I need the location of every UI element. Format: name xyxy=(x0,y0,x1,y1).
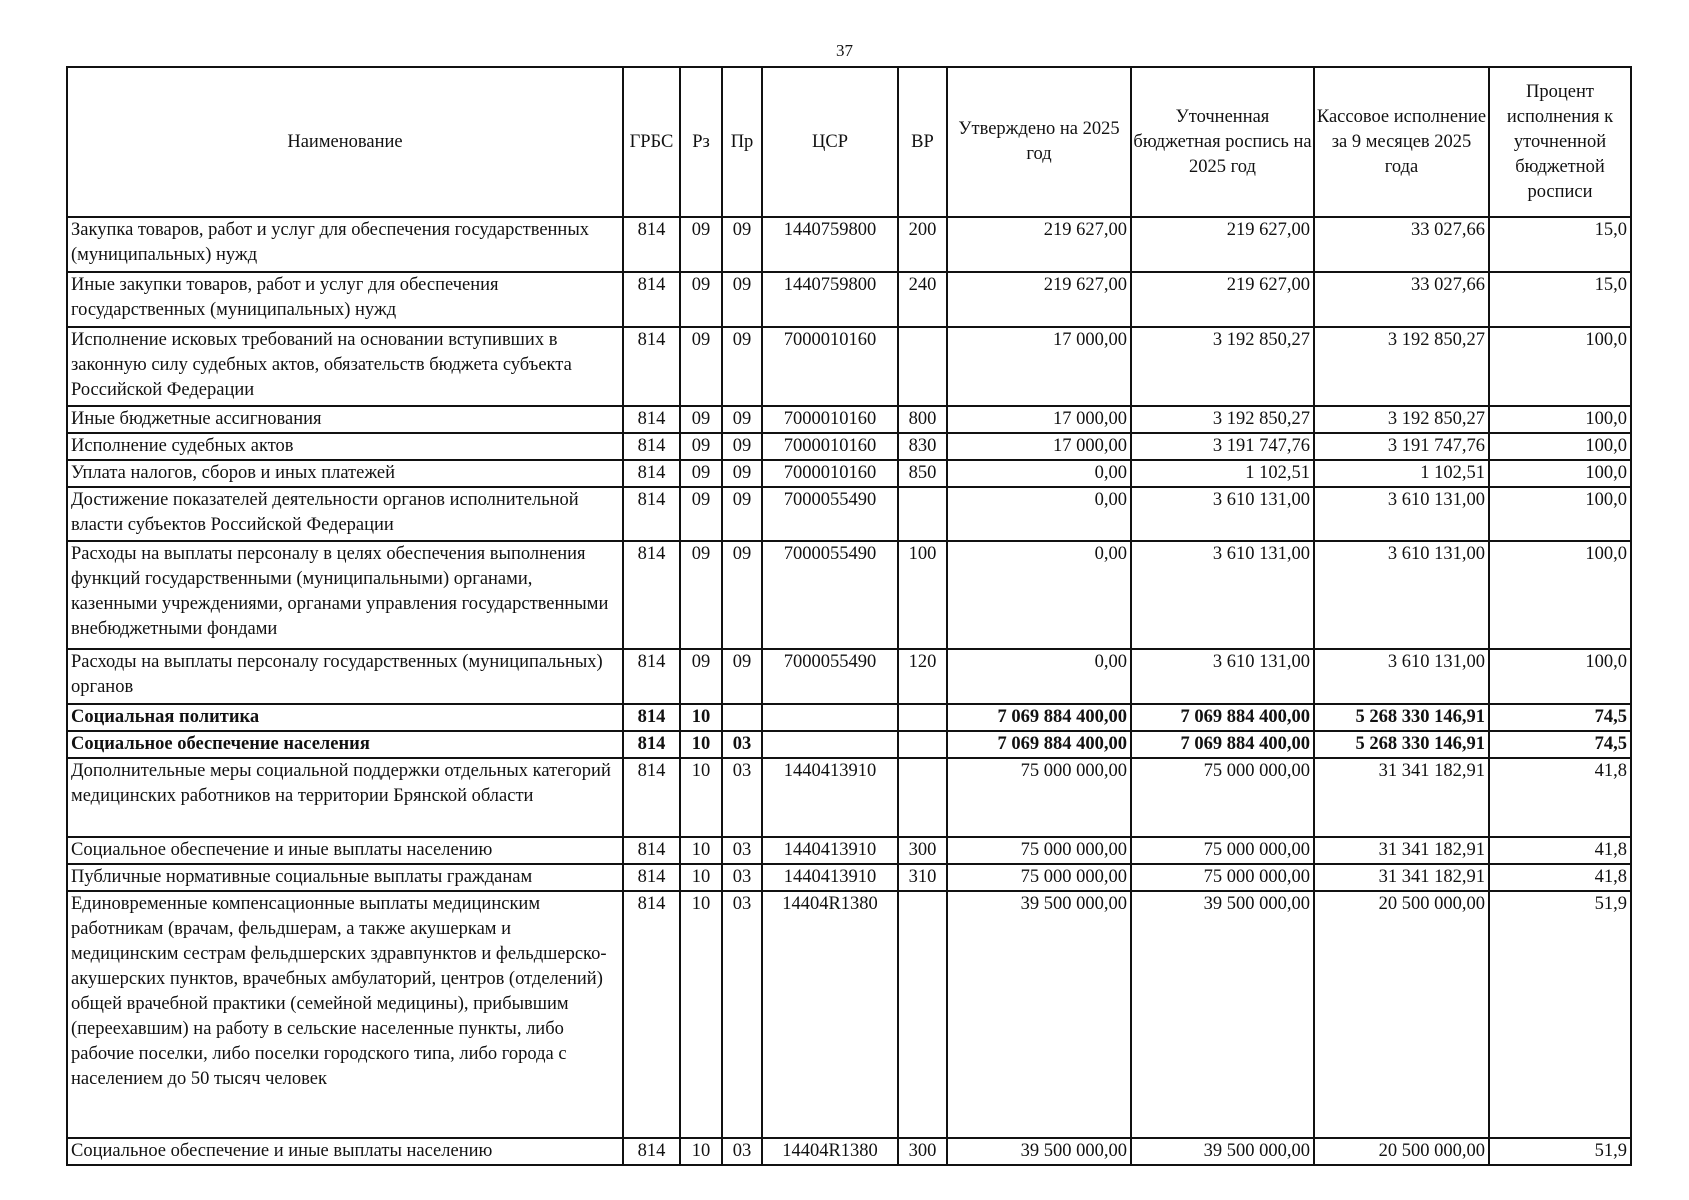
cell-cash: 33 027,66 xyxy=(1314,217,1489,272)
cell-vr: 300 xyxy=(898,837,947,864)
cell-percent: 51,9 xyxy=(1489,1138,1631,1165)
cell-name: Иные закупки товаров, работ и услуг для обеспечения государственных (муниципальных) нужд xyxy=(67,272,623,327)
cell-name: Дополнительные меры социальной поддержки отдельных категорий медицинских работников на территории Брянской области xyxy=(67,758,623,837)
cell-csr: 7000055490 xyxy=(762,487,898,541)
cell-refined: 1 102,51 xyxy=(1131,460,1314,487)
table-row xyxy=(67,704,1631,731)
cell-rz: 09 xyxy=(680,649,722,704)
cell-name: Социальная политика xyxy=(67,704,623,731)
cell-cash: 5 268 330 146,91 xyxy=(1314,731,1489,758)
cell-rz: 09 xyxy=(680,541,722,649)
cell-rz: 10 xyxy=(680,837,722,864)
cell-grbs: 814 xyxy=(623,487,680,541)
cell-approved: 0,00 xyxy=(947,487,1131,541)
cell-pr: 09 xyxy=(722,272,762,327)
cell-grbs: 814 xyxy=(623,704,680,731)
cell-vr: 300 xyxy=(898,1138,947,1165)
cell-pr: 03 xyxy=(722,864,762,891)
cell-percent: 100,0 xyxy=(1489,433,1631,460)
cell-cash: 3 610 131,00 xyxy=(1314,649,1489,704)
cell-cash: 31 341 182,91 xyxy=(1314,864,1489,891)
cell-name: Исполнение исковых требований на основании вступивших в законную силу судебных актов, обязательств бюджета субъекта Российской Федерации xyxy=(67,327,623,406)
cell-percent: 100,0 xyxy=(1489,406,1631,433)
cell-vr: 800 xyxy=(898,406,947,433)
table-row xyxy=(67,433,1631,460)
cell-vr: 120 xyxy=(898,649,947,704)
cell-pr: 09 xyxy=(722,433,762,460)
cell-vr xyxy=(898,487,947,541)
cell-pr xyxy=(722,704,762,731)
table-row xyxy=(67,487,1631,541)
table-header-row xyxy=(67,67,1631,217)
cell-pr: 03 xyxy=(722,891,762,1138)
header-approved: Утверждено на 2025 год xyxy=(947,67,1131,217)
header-pr: Пр xyxy=(722,67,762,217)
table-row xyxy=(67,327,1631,406)
cell-cash: 20 500 000,00 xyxy=(1314,1138,1489,1165)
cell-name: Единовременные компенсационные выплаты медицинским работникам (врачам, фельдшерам, а также акушеркам и медицинским сестрам фельдшерских здравпунктов и фельдшерско-акушерских пунктов, врачебных амбулаторий, центров (отделений) общей врачебной практики (семейной медицины), прибывшим (переехавшим) на работу в сельские населенные пункты, либо рабочие поселки, либо поселки городского типа, либо города с населением до 50 тысяч человек xyxy=(67,891,623,1138)
cell-refined: 39 500 000,00 xyxy=(1131,891,1314,1138)
cell-vr: 200 xyxy=(898,217,947,272)
cell-percent: 41,8 xyxy=(1489,864,1631,891)
cell-approved: 219 627,00 xyxy=(947,217,1131,272)
cell-csr xyxy=(762,731,898,758)
cell-pr: 03 xyxy=(722,758,762,837)
cell-cash: 3 192 850,27 xyxy=(1314,327,1489,406)
cell-csr: 1440413910 xyxy=(762,758,898,837)
cell-rz: 09 xyxy=(680,406,722,433)
cell-grbs: 814 xyxy=(623,406,680,433)
table-row xyxy=(67,731,1631,758)
cell-refined: 3 192 850,27 xyxy=(1131,327,1314,406)
cell-pr: 09 xyxy=(722,460,762,487)
cell-approved: 17 000,00 xyxy=(947,406,1131,433)
cell-pr: 09 xyxy=(722,406,762,433)
cell-pr: 09 xyxy=(722,217,762,272)
cell-cash: 20 500 000,00 xyxy=(1314,891,1489,1138)
cell-grbs: 814 xyxy=(623,327,680,406)
table-row xyxy=(67,649,1631,704)
cell-csr: 7000010160 xyxy=(762,433,898,460)
table-row xyxy=(67,406,1631,433)
cell-rz: 09 xyxy=(680,460,722,487)
header-name: Наименование xyxy=(67,67,623,217)
cell-refined: 3 610 131,00 xyxy=(1131,541,1314,649)
cell-approved: 75 000 000,00 xyxy=(947,837,1131,864)
table-row xyxy=(67,541,1631,649)
cell-pr: 03 xyxy=(722,1138,762,1165)
cell-csr: 7000010160 xyxy=(762,460,898,487)
cell-percent: 41,8 xyxy=(1489,837,1631,864)
table-row xyxy=(67,1138,1631,1165)
cell-rz: 09 xyxy=(680,272,722,327)
table-row xyxy=(67,837,1631,864)
cell-grbs: 814 xyxy=(623,272,680,327)
cell-percent: 100,0 xyxy=(1489,460,1631,487)
table-row xyxy=(67,891,1631,1138)
cell-pr: 03 xyxy=(722,731,762,758)
cell-name: Закупка товаров, работ и услуг для обеспечения государственных (муниципальных) нужд xyxy=(67,217,623,272)
cell-grbs: 814 xyxy=(623,731,680,758)
cell-csr: 1440413910 xyxy=(762,864,898,891)
cell-grbs: 814 xyxy=(623,758,680,837)
cell-rz: 09 xyxy=(680,433,722,460)
cell-rz: 10 xyxy=(680,891,722,1138)
header-refined: Уточненная бюджетная роспись на 2025 год xyxy=(1131,67,1314,217)
cell-refined: 3 610 131,00 xyxy=(1131,649,1314,704)
budget-execution-table xyxy=(66,66,1632,1166)
cell-grbs: 814 xyxy=(623,864,680,891)
cell-grbs: 814 xyxy=(623,460,680,487)
cell-name: Иные бюджетные ассигнования xyxy=(67,406,623,433)
cell-pr: 03 xyxy=(722,837,762,864)
cell-name: Уплата налогов, сборов и иных платежей xyxy=(67,460,623,487)
cell-refined: 219 627,00 xyxy=(1131,217,1314,272)
cell-grbs: 814 xyxy=(623,541,680,649)
cell-csr: 14404R1380 xyxy=(762,1138,898,1165)
table-body xyxy=(67,217,1631,1165)
cell-vr xyxy=(898,704,947,731)
cell-rz: 10 xyxy=(680,758,722,837)
cell-name: Исполнение судебных актов xyxy=(67,433,623,460)
cell-pr: 09 xyxy=(722,487,762,541)
header-vr: ВР xyxy=(898,67,947,217)
cell-refined: 3 192 850,27 xyxy=(1131,406,1314,433)
cell-cash: 3 191 747,76 xyxy=(1314,433,1489,460)
cell-vr xyxy=(898,758,947,837)
cell-percent: 74,5 xyxy=(1489,704,1631,731)
cell-csr: 7000055490 xyxy=(762,541,898,649)
cell-name: Расходы на выплаты персоналу в целях обеспечения выполнения функций государственными (муниципальными) органами, казенными учреждениями, органами управления государственными внебюджетными фондами xyxy=(67,541,623,649)
cell-approved: 17 000,00 xyxy=(947,327,1131,406)
cell-approved: 7 069 884 400,00 xyxy=(947,704,1131,731)
cell-refined: 39 500 000,00 xyxy=(1131,1138,1314,1165)
cell-rz: 10 xyxy=(680,864,722,891)
cell-rz: 09 xyxy=(680,327,722,406)
cell-percent: 100,0 xyxy=(1489,649,1631,704)
cell-rz: 10 xyxy=(680,1138,722,1165)
cell-approved: 39 500 000,00 xyxy=(947,891,1131,1138)
cell-refined: 3 191 747,76 xyxy=(1131,433,1314,460)
cell-grbs: 814 xyxy=(623,891,680,1138)
cell-percent: 41,8 xyxy=(1489,758,1631,837)
cell-rz: 09 xyxy=(680,217,722,272)
cell-csr: 7000055490 xyxy=(762,649,898,704)
cell-rz: 09 xyxy=(680,487,722,541)
cell-pr: 09 xyxy=(722,649,762,704)
cell-vr: 240 xyxy=(898,272,947,327)
cell-grbs: 814 xyxy=(623,837,680,864)
cell-cash: 3 610 131,00 xyxy=(1314,487,1489,541)
header-grbs: ГРБС xyxy=(623,67,680,217)
cell-grbs: 814 xyxy=(623,433,680,460)
cell-vr: 310 xyxy=(898,864,947,891)
cell-pr: 09 xyxy=(722,327,762,406)
cell-approved: 75 000 000,00 xyxy=(947,864,1131,891)
cell-refined: 7 069 884 400,00 xyxy=(1131,704,1314,731)
cell-approved: 7 069 884 400,00 xyxy=(947,731,1131,758)
cell-cash: 31 341 182,91 xyxy=(1314,837,1489,864)
cell-pr: 09 xyxy=(722,541,762,649)
table-row xyxy=(67,217,1631,272)
cell-vr: 850 xyxy=(898,460,947,487)
cell-cash: 3 192 850,27 xyxy=(1314,406,1489,433)
cell-percent: 15,0 xyxy=(1489,217,1631,272)
cell-percent: 100,0 xyxy=(1489,541,1631,649)
cell-name: Достижение показателей деятельности органов исполнительной власти субъектов Российской Федерации xyxy=(67,487,623,541)
cell-name: Расходы на выплаты персоналу государственных (муниципальных) органов xyxy=(67,649,623,704)
cell-cash: 5 268 330 146,91 xyxy=(1314,704,1489,731)
table-row xyxy=(67,864,1631,891)
cell-percent: 15,0 xyxy=(1489,272,1631,327)
cell-csr: 1440759800 xyxy=(762,217,898,272)
cell-percent: 51,9 xyxy=(1489,891,1631,1138)
cell-cash: 1 102,51 xyxy=(1314,460,1489,487)
table-row xyxy=(67,272,1631,327)
cell-grbs: 814 xyxy=(623,649,680,704)
cell-cash: 33 027,66 xyxy=(1314,272,1489,327)
cell-approved: 0,00 xyxy=(947,541,1131,649)
cell-vr: 830 xyxy=(898,433,947,460)
cell-csr: 7000010160 xyxy=(762,406,898,433)
cell-approved: 39 500 000,00 xyxy=(947,1138,1131,1165)
cell-name: Социальное обеспечение и иные выплаты населению xyxy=(67,837,623,864)
table-row xyxy=(67,758,1631,837)
cell-refined: 3 610 131,00 xyxy=(1131,487,1314,541)
cell-csr: 14404R1380 xyxy=(762,891,898,1138)
cell-refined: 75 000 000,00 xyxy=(1131,864,1314,891)
cell-cash: 31 341 182,91 xyxy=(1314,758,1489,837)
cell-vr xyxy=(898,891,947,1138)
header-percent: Процент исполнения к уточненной бюджетной росписи xyxy=(1489,67,1631,217)
cell-refined: 75 000 000,00 xyxy=(1131,837,1314,864)
cell-refined: 219 627,00 xyxy=(1131,272,1314,327)
cell-name: Публичные нормативные социальные выплаты гражданам xyxy=(67,864,623,891)
cell-csr xyxy=(762,704,898,731)
table-row xyxy=(67,460,1631,487)
cell-name: Социальное обеспечение и иные выплаты населению xyxy=(67,1138,623,1165)
cell-rz: 10 xyxy=(680,704,722,731)
cell-name: Социальное обеспечение населения xyxy=(67,731,623,758)
cell-csr: 1440413910 xyxy=(762,837,898,864)
cell-cash: 3 610 131,00 xyxy=(1314,541,1489,649)
page-number: 37 xyxy=(836,41,853,60)
cell-vr xyxy=(898,327,947,406)
cell-percent: 100,0 xyxy=(1489,327,1631,406)
cell-approved: 0,00 xyxy=(947,649,1131,704)
cell-approved: 75 000 000,00 xyxy=(947,758,1131,837)
cell-grbs: 814 xyxy=(623,1138,680,1165)
header-csr: ЦСР xyxy=(762,67,898,217)
cell-approved: 0,00 xyxy=(947,460,1131,487)
cell-grbs: 814 xyxy=(623,217,680,272)
cell-percent: 74,5 xyxy=(1489,731,1631,758)
cell-rz: 10 xyxy=(680,731,722,758)
cell-vr xyxy=(898,731,947,758)
cell-approved: 219 627,00 xyxy=(947,272,1131,327)
cell-refined: 75 000 000,00 xyxy=(1131,758,1314,837)
cell-refined: 7 069 884 400,00 xyxy=(1131,731,1314,758)
cell-vr: 100 xyxy=(898,541,947,649)
cell-approved: 17 000,00 xyxy=(947,433,1131,460)
cell-percent: 100,0 xyxy=(1489,487,1631,541)
cell-csr: 1440759800 xyxy=(762,272,898,327)
header-cash: Кассовое исполнение за 9 месяцев 2025 года xyxy=(1314,67,1489,217)
header-rz: Рз xyxy=(680,67,722,217)
cell-csr: 7000010160 xyxy=(762,327,898,406)
